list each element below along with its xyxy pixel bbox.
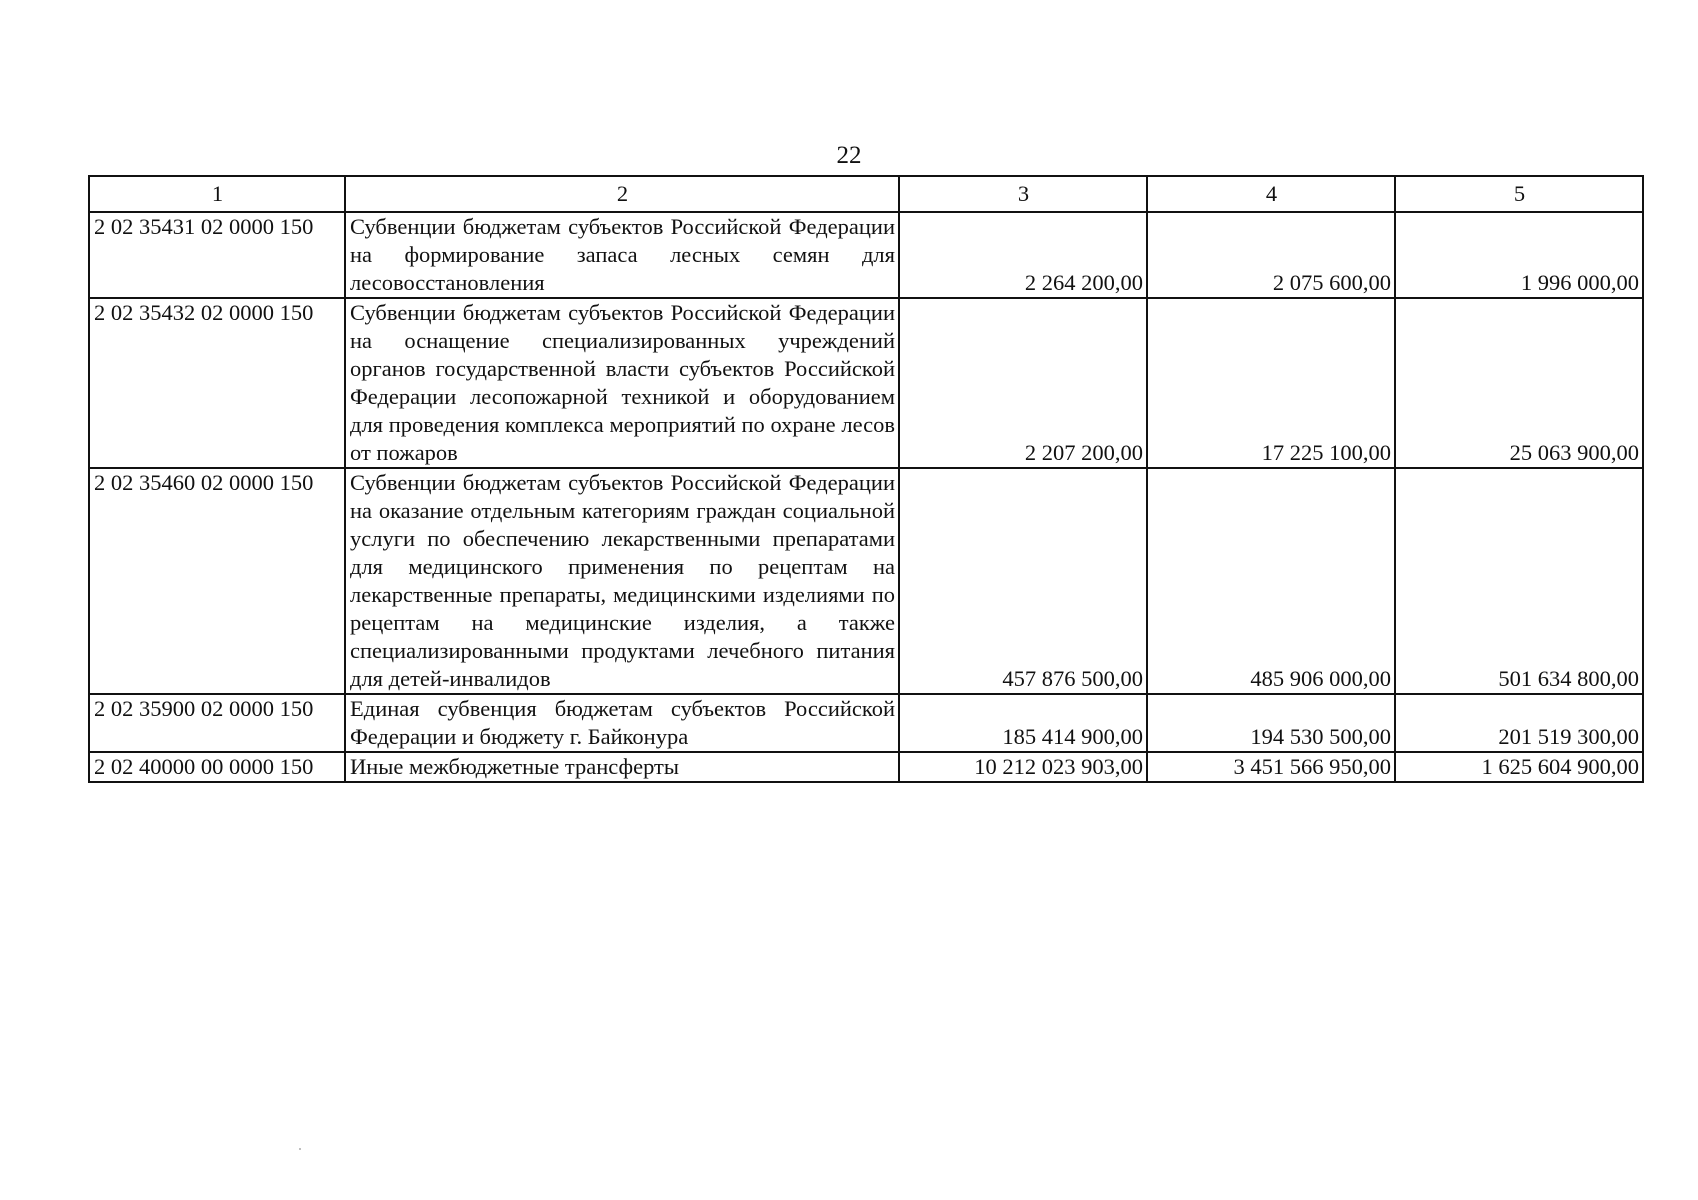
column-header-1: 1 [89, 176, 345, 212]
amount-col5-cell: 201 519 300,00 [1395, 694, 1643, 752]
amount-col3-cell: 185 414 900,00 [899, 694, 1147, 752]
description-cell: Единая субвенция бюджетам субъектов Российской Федерации и бюджету г. Байконура [345, 694, 899, 752]
description-cell: Субвенции бюджетам субъектов Российской Федерации на оказание отдельным категориям граждан социальной услуги по обеспечению лекарственными препаратами для медицинского применения по рецептам на лекарственные препараты, медицинскими изделиями по рецептам на медицинские изделия, а также специализированными продуктами лечебного питания для детей-инвалидов [345, 468, 899, 694]
amount-col5-cell: 1 625 604 900,00 [1395, 752, 1643, 782]
amount-col3-cell: 10 212 023 903,00 [899, 752, 1147, 782]
page-number: 22 [836, 142, 862, 169]
budget-code-cell: 2 02 35431 02 0000 150 [89, 212, 345, 298]
amount-col3-cell: 457 876 500,00 [899, 468, 1147, 694]
amount-col4-cell: 194 530 500,00 [1147, 694, 1395, 752]
table-row [89, 298, 1643, 468]
table-row [89, 212, 1643, 298]
budget-code-cell: 2 02 40000 00 0000 150 [89, 752, 345, 782]
table-row [89, 752, 1643, 782]
description-cell: Субвенции бюджетам субъектов Российской Федерации на формирование запаса лесных семян для лесовосстановления [345, 212, 899, 298]
budget-table [88, 175, 1644, 783]
amount-col4-cell: 17 225 100,00 [1147, 298, 1395, 468]
amount-col4-cell: 2 075 600,00 [1147, 212, 1395, 298]
column-header-2: 2 [345, 176, 899, 212]
column-header-4: 4 [1147, 176, 1395, 212]
description-cell: Субвенции бюджетам субъектов Российской Федерации на оснащение специализированных учреждений органов государственной власти субъектов Российской Федерации лесопожарной техникой и оборудованием для проведения комплекса мероприятий по охране лесов от пожаров [345, 298, 899, 468]
table-row [89, 468, 1643, 694]
table-header-row [89, 176, 1643, 212]
amount-col3-cell: 2 207 200,00 [899, 298, 1147, 468]
amount-col4-cell: 485 906 000,00 [1147, 468, 1395, 694]
budget-code-cell: 2 02 35460 02 0000 150 [89, 468, 345, 694]
column-header-3: 3 [899, 176, 1147, 212]
column-header-5: 5 [1395, 176, 1643, 212]
amount-col5-cell: 501 634 800,00 [1395, 468, 1643, 694]
scan-artifact [299, 1148, 301, 1150]
table-row [89, 694, 1643, 752]
budget-code-cell: 2 02 35900 02 0000 150 [89, 694, 345, 752]
amount-col5-cell: 25 063 900,00 [1395, 298, 1643, 468]
amount-col3-cell: 2 264 200,00 [899, 212, 1147, 298]
budget-code-cell: 2 02 35432 02 0000 150 [89, 298, 345, 468]
amount-col4-cell: 3 451 566 950,00 [1147, 752, 1395, 782]
amount-col5-cell: 1 996 000,00 [1395, 212, 1643, 298]
description-cell: Иные межбюджетные трансферты [345, 752, 899, 782]
